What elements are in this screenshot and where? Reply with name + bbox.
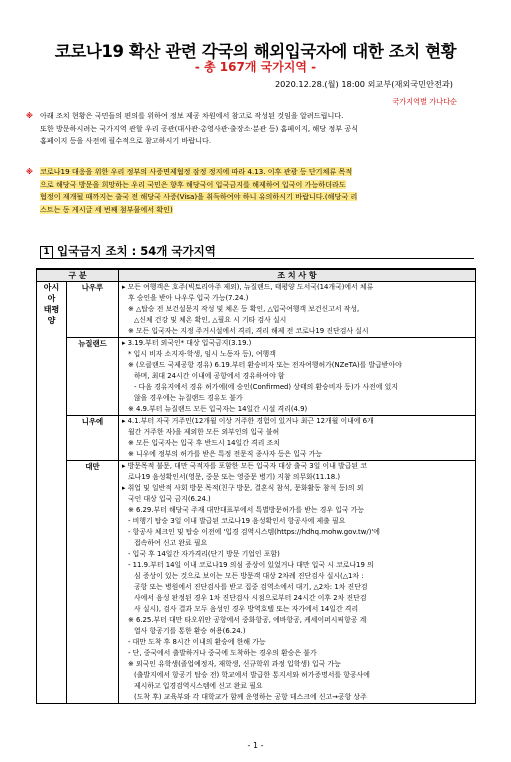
section-number: 1 <box>40 246 53 259</box>
measure-line: ※ (오클랜드 국제공항 경유) 6.19.부터 환승비자 또는 전자여행허가(NZeTA)를 발급받아야 <box>128 361 402 369</box>
country-cell: 대만 <box>67 461 119 704</box>
section-title: 입국금지 조치 : 54개 국가지역 <box>57 244 216 258</box>
page-number: - 1 - <box>247 741 264 750</box>
measure-line: (도착 후) 교육부와 각 대학교가 함께 운영하는 공항 데스크에 신고→공항 상주 <box>134 693 367 701</box>
measure-line: - 단, 중국에서 출발하거나 중국에 도착하는 경우의 환승은 불가 <box>128 649 317 657</box>
measure-line: ▸ 방문목적 불문, 대만 국적자를 포함한 모든 입국자 대상 출국 3일 이내 발급된 코 <box>122 462 367 470</box>
measure-line: 후 승인을 받아 나우루 입국 가능(7.24.) <box>128 294 249 302</box>
notes-block-2 <box>26 166 472 216</box>
header-measures: 조 치 사 항 <box>119 269 476 282</box>
measure-line: ※ 모든 입국자는 입국 후 반드시 14일간 격리 조치 <box>128 439 280 447</box>
notes-lines <box>40 110 472 148</box>
measure-line: 로나19 음성확인서(영문, 중문 또는 영중문 병기) 지참 의무화(11.18.) <box>128 473 341 481</box>
notes-lines-highlighted <box>40 166 472 216</box>
measure-line: ※ 6.29.부터 해당국 주재 대만대표부에서 특별방문허가를 받는 경우 입국 가능 <box>128 506 365 514</box>
measure-line: ▸ 취업 및 일반적 사회 방문 목적(친구 방문, 결혼식 참석, 문화활동 참석 등)의 외 <box>122 484 364 492</box>
note-line: 아래 조치 현황은 국민들의 편의를 위하여 정보 제공 차원에서 참고로 작성된 것임을 알려드립니다. <box>40 111 344 120</box>
table-header-row <box>37 269 476 282</box>
dateline: 2020.12.28.(월) 18:00 외교부(재외국민안전과) <box>274 79 453 89</box>
measure-line: 공항 또는 병원에서 진단검사를 받고 집중 검역소에서 대기, △2차: 1차 진단검 <box>134 583 368 591</box>
measure-line: 하며, 최대 24시간 이내에 공항에서 경유하여야 함 <box>134 372 285 380</box>
measure-line: - 항공사 체크인 및 탑승 이전에 '입경 검역시스템(https://hdhq.mohw.gov.tw/)'에 <box>128 528 380 536</box>
header-category: 구 분 <box>37 269 119 282</box>
note-line-highlighted: 코로나19 대응을 위한 우리 정부의 사증면제협정 잠정 정지에 따라 4.13. 이후 관광 등 단기체류 목적 <box>40 167 353 176</box>
measure-line: △신체 건강 및 체온 확인, △필요 시 기타 검사 실시 <box>134 316 287 324</box>
note-marker: ※ <box>26 167 33 176</box>
measure-line: 제시하고 입경검역시스템에 신고 완료 필요 <box>134 682 263 690</box>
country-cell: 뉴질랜드 <box>67 338 119 416</box>
note-marker: ※ <box>26 111 33 120</box>
measure-line: ※ 니우에 정부의 허가를 받은 특정 전문직 종사자 등은 입국 가능 <box>128 450 323 458</box>
page-title: 코로나19 확산 관련 각국의 해외입국자에 대한 조치 현황 <box>54 42 457 61</box>
page-subtitle: - 총 167개 국가지역 - <box>194 60 317 74</box>
measures-cell <box>119 338 476 416</box>
note-line-highlighted: 협정이 재개될 때까지는 출국 전 해당국 사증(Visa)을 취득하여야 하니 유의하시기 바랍니다.(해당국 리 <box>40 192 358 202</box>
table-row <box>37 461 476 704</box>
guide-link[interactable]: 국가지역별 가나다순 <box>392 97 457 106</box>
measure-line: ※ 4.9.부터 뉴질랜드 모든 입국자는 14일간 시설 격리(4.9) <box>128 405 308 413</box>
measure-line: ※ △탑승 전 보건설문지 작성 및 체온 등 확인, △입국여행객 보건신고서 작성, <box>128 305 360 313</box>
measure-line: - 다음 경유지에서 경유 허가에(에 승인(Confirmed) 상태의 환승비자 등)가 사전에 있지 <box>134 383 398 391</box>
measure-line: ※ 6.25.부터 대만 타오위안 공항에서 중화항공, 에바항공, 케세이퍼시픽항공 계 <box>128 616 367 624</box>
notes-block-1 <box>26 110 472 148</box>
measure-line: 않을 경우에는 뉴질랜드 경유도 불가 <box>134 394 243 402</box>
measures-cell <box>119 282 476 338</box>
measure-line: 사에서 음성 판정된 경우 1차 진단검사 시점으로부터 24시간 이후 2차 진단검 <box>134 594 367 602</box>
table-row <box>37 282 476 338</box>
note-line-highlighted: 스트는 동 게시글 세 번째 첨부물에서 확인) <box>40 204 173 214</box>
table-row <box>37 416 476 461</box>
measure-line: ※ 외국인 유학생(졸업예정자, 재학생, 신규학위 과정 입학생) 입국 가능 <box>128 660 341 668</box>
divider <box>40 258 474 259</box>
country-cell: 니우에 <box>67 416 119 461</box>
measure-line: 국인 대상 입국 금지(6.24.) <box>128 495 211 503</box>
country-cell: 나우루 <box>67 282 119 338</box>
measure-line: 심 증상이 있는 것으로 보이는 모든 방문객 대상 2차례 진단검사 실시(△1차 : <box>134 572 364 580</box>
measure-line: * 입시 비자 소지자·학생, 임시 노동자 등), 여행객 <box>128 350 276 358</box>
region-cell: 아시아 태평양 <box>37 282 67 704</box>
measure-line: - 비행기 탑승 3일 이내 발급된 코로나19 음성확인서 항공사에 제출 필요 <box>128 517 346 525</box>
measure-line: ▸ 3.19.부터 외국인* 대상 입국금지(3.19.) <box>122 339 252 347</box>
measures-cell <box>119 416 476 461</box>
measure-line: 접속하여 신고 완료 필요 <box>134 539 208 547</box>
measure-line: ▸ 모든 여행객은 호주(빅토리아주 제외), 뉴질랜드, 태평양 도서국(14개국)에서 체류 <box>122 283 374 291</box>
measure-line: - 입국 후 14일간 자가격리(단기 방문 기업인 포함) <box>128 550 280 558</box>
measure-line: ※ 모든 입국자는 지정 주거시설에서 격리, 격리 해제 전 코로나19 진단검사 실시 <box>128 327 369 335</box>
measure-line: - 대만 도착 후 8시간 이내의 환승에 한해 가능 <box>128 638 266 646</box>
measure-line: 열사 항공기를 통한 환승 허용(6.24.) <box>134 627 246 635</box>
note-line: 또한 방문하시려는 국가지역 관할 우리 공관(대사관·총영사관·출장소·분관 등) 홈페이지, 해당 정부 공식 <box>40 123 359 133</box>
measure-line: (출발지에서 항공기 탑승 전) 학교에서 발급한 통지서와 허가증명서를 항공사에 <box>134 671 370 679</box>
measure-line: 사 실시), 검사 결과 모두 음성인 경우 방역호텔 또는 자가에서 14일간 격리 <box>134 605 359 613</box>
measures-cell <box>119 461 476 704</box>
measure-line: - 11.9.부터 14일 이내 코로나19 의심 증상이 있었거나 대만 입국 시 코로나19 의 <box>128 561 374 569</box>
measure-line: 월간 거주한 자)을 제외한 모든 외부인의 입국 불허 <box>128 428 280 436</box>
table-row <box>37 338 476 416</box>
note-line: 홈페이지 등을 사전에 필수적으로 참고하시기 바랍니다. <box>40 136 212 146</box>
measures-table <box>36 268 476 704</box>
measure-line: ▸ 4.1.부터 자국 거주민(12개월 이상 거주한 경험이 있거나 최근 12개월 이내에 6개 <box>122 417 374 425</box>
section-heading <box>40 243 216 259</box>
note-line-highlighted: 으로 해당국 방문을 희망하는 우리 국민은 향후 해당국이 입국금지를 해제하여 입국이 가능하더라도 <box>40 179 346 189</box>
